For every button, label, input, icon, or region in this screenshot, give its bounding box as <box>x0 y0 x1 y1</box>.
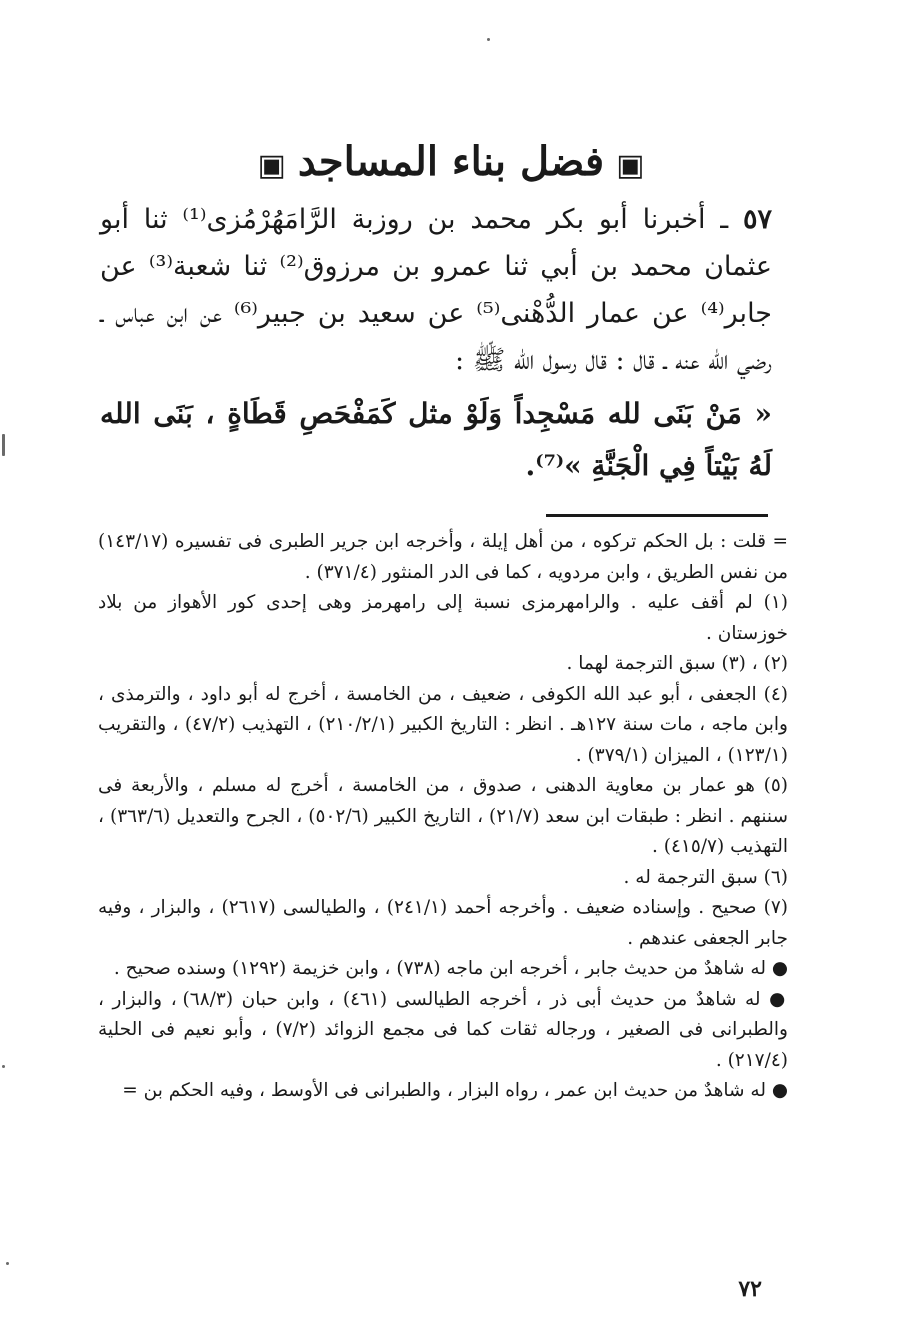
ornament-box-icon: ▣ <box>616 147 645 183</box>
page-title: فضل بناء المساجد <box>297 138 605 185</box>
footnote: (٥) هو عمار بن معاوية الدهنى ، صدوق ، من الخامسة ، أخرج له مسلم ، والأربعة فى سننهم . انظر : طبقات ابن سعد (٢١/٧) ، التاريخ الكبير (٥٠٢/٦) ، الجرح والتعديل (٣٦٣/٦) ، التهذيب (٤١٥/٧) . <box>98 775 788 857</box>
footnote: ● له شاهدٌ من حديث جابر ، أخرجه ابن ماجه (٧٣٨) ، وابن خزيمة (١٢٩٢) وسنده صحيح . <box>113 958 788 979</box>
scan-speck <box>2 1065 5 1068</box>
hadith-number: ٥٧ <box>742 204 772 235</box>
footnote: (٧) صحيح . وإسناده ضعيف . وأخرجه أحمد (٢٤١/١) ، والطيالسى (٢٦١٧) ، والبزار ، وفيه جابر الجعفى عندهم . <box>98 897 789 949</box>
page-number: ٧٢ <box>738 1276 762 1302</box>
scan-speck <box>487 38 490 41</box>
isnad-text: ـ أخبرنا أبو بكر محمد بن روزبة الرَّامَهُرْمُزى⁽¹⁾ ثنا أبو عثمان محمد بن أبي ثنا عمرو بن مرزوق⁽²⁾ ثنا شعبة⁽³⁾ عن جابر⁽⁴⁾ عن عمار الدُّهْنى⁽⁵⁾ عن سعيد بن جبير⁽⁶⁾ عن ابن عباس ـ رضي الله عنه ـ قال : قال رسول الله ﷺ : <box>100 204 773 376</box>
footnote: (٤) الجعفى ، أبو عبد الله الكوفى ، ضعيف ، من الخامسة ، أخرج له أبو داود ، والترمذى ، وابن ماجه ، مات سنة ١٢٧هـ . انظر : التاريخ الكبير (٢١٠/٢/١) ، التهذيب (٤٧/٢) ، والتقريب (١٢٣/١) ، الميزان (٣٧٩/١) . <box>98 683 788 766</box>
ornament-box-icon: ▣ <box>257 147 286 183</box>
footnote-separator <box>546 514 768 517</box>
footnote: (١) لم أقف عليه . والرامهرمزى نسبة إلى رامهرمز وهى إحدى كور الأهواز من بلاد خوزستان . <box>98 592 788 644</box>
footnotes <box>98 527 788 1107</box>
footnote: ● له شاهدٌ من حديث أبى ذر ، أخرجه الطيالسى (٤٦١) ، وابن حبان (٦٨/٣) ، والبزار ، والطبرانى فى الصغير ، ورجاله ثقات كما فى مجمع الزوائد (٧/٢) ، وأبو نعيم فى الحلية (٢١٧/٤) . <box>98 988 788 1071</box>
footnote: = قلت : بل الحكم تركوه ، من أهل إيلة ، وأخرجه ابن جرير الطبرى فى تفسيره (١٤٣/١٧) من نفس الطريق ، وابن مردويه ، كما فى الدر المنثور (٣٧١/٤) . <box>98 531 788 583</box>
isnad-paragraph <box>100 196 772 384</box>
footnote: ● له شاهدٌ من حديث ابن عمر ، رواه البزار ، والطبرانى فى الأوسط ، وفيه الحكم بن = <box>122 1080 788 1101</box>
footnote: (٢) ، (٣) سبق الترجمة لهما . <box>566 653 788 674</box>
chapter-heading <box>0 138 902 185</box>
scan-edge-mark <box>2 434 5 456</box>
footnote: (٦) سبق الترجمة له . <box>623 866 788 888</box>
matn-text: « مَنْ بَنَى لله مَسْجِداً وَلَوْ مثل كَمَفْحَصِ قَطَاةٍ ، بَنَى الله لَهُ بَيْتاً فِي الْجَنَّةِ »⁽⁷⁾. <box>100 397 772 482</box>
hadith-block <box>100 196 772 492</box>
scan-speck <box>6 1262 9 1265</box>
